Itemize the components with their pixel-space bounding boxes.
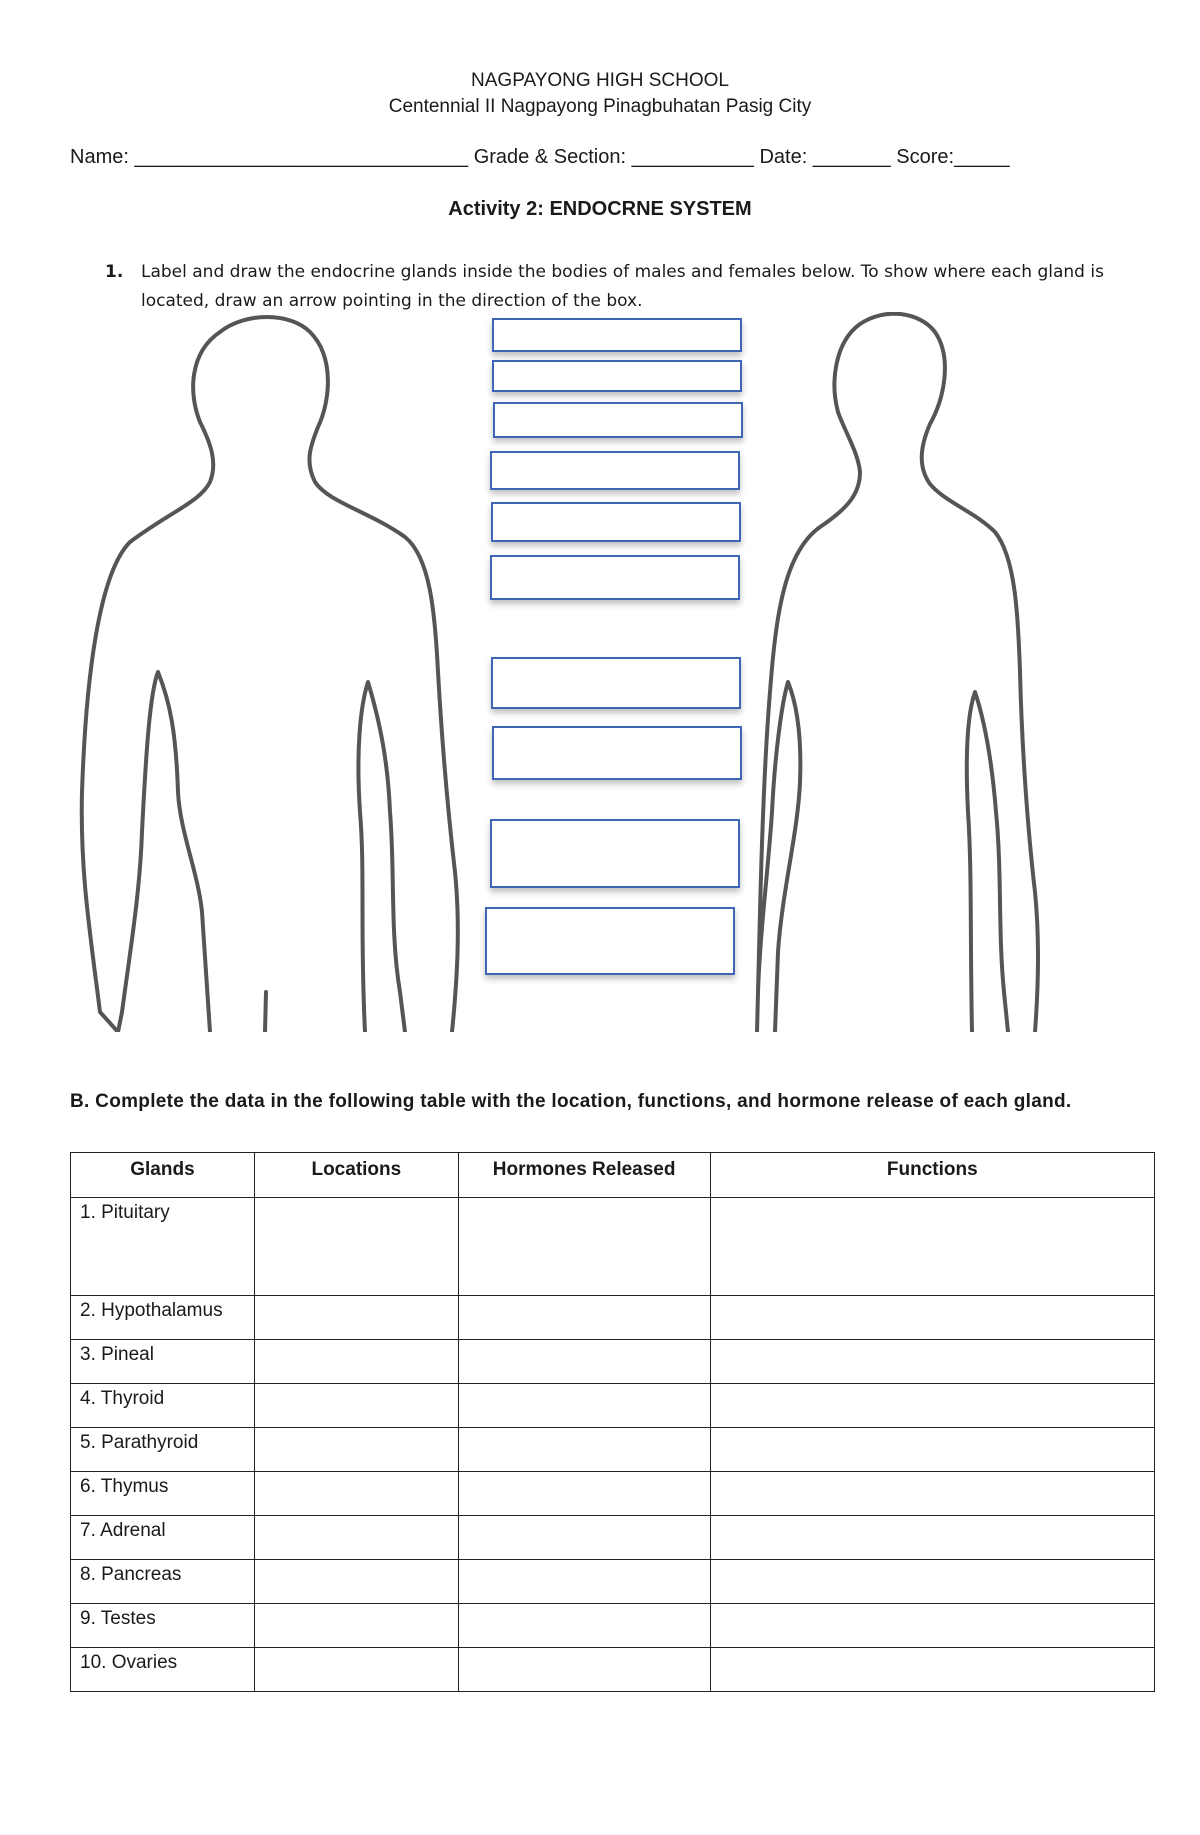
location-cell[interactable] xyxy=(254,1648,458,1692)
table-row xyxy=(71,1516,1155,1560)
table-row xyxy=(71,1560,1155,1604)
location-cell[interactable] xyxy=(254,1340,458,1384)
location-cell[interactable] xyxy=(254,1198,458,1296)
table-row xyxy=(71,1604,1155,1648)
hormones-cell[interactable] xyxy=(458,1648,710,1692)
hormones-cell[interactable] xyxy=(458,1296,710,1340)
instruction-number: 1. xyxy=(105,262,124,282)
hormones-cell[interactable] xyxy=(458,1198,710,1296)
instruction xyxy=(105,258,1135,316)
school-address: Centennial II Nagpayong Pinagbuhatan Pasig City xyxy=(388,96,812,117)
functions-cell[interactable] xyxy=(710,1560,1154,1604)
functions-cell[interactable] xyxy=(710,1384,1154,1428)
gland-name: 5. Parathyroid xyxy=(71,1428,255,1472)
functions-cell[interactable] xyxy=(710,1472,1154,1516)
label-box[interactable] xyxy=(485,907,735,975)
table-row xyxy=(71,1648,1155,1692)
female-body-outline xyxy=(757,314,1038,1032)
location-cell[interactable] xyxy=(254,1560,458,1604)
location-cell[interactable] xyxy=(254,1296,458,1340)
functions-cell[interactable] xyxy=(710,1428,1154,1472)
gland-name: 9. Testes xyxy=(71,1604,255,1648)
label-box[interactable] xyxy=(490,451,740,490)
instruction-text: Label and draw the endocrine glands inside the bodies of males and females below. To show where each gland is located, draw an arrow pointing in the direction of the box. xyxy=(141,262,1104,311)
location-cell[interactable] xyxy=(254,1384,458,1428)
hormones-cell[interactable] xyxy=(458,1516,710,1560)
gland-name: 1. Pituitary xyxy=(71,1198,255,1296)
table-row xyxy=(71,1296,1155,1340)
table-row xyxy=(71,1428,1155,1472)
gland-name: 10. Ovaries xyxy=(71,1648,255,1692)
table-header-row xyxy=(71,1153,1155,1198)
functions-cell[interactable] xyxy=(710,1604,1154,1648)
hormones-cell[interactable] xyxy=(458,1560,710,1604)
label-box[interactable] xyxy=(492,360,742,392)
table-row xyxy=(71,1472,1155,1516)
body-figures-area xyxy=(60,312,1140,1032)
table-row xyxy=(71,1198,1155,1296)
label-box[interactable] xyxy=(490,555,740,600)
label-box[interactable] xyxy=(490,819,740,888)
table-row xyxy=(71,1340,1155,1384)
male-body-outline xyxy=(82,317,458,1032)
location-cell[interactable] xyxy=(254,1472,458,1516)
functions-cell[interactable] xyxy=(710,1340,1154,1384)
column-header-hormones: Hormones Released xyxy=(458,1153,710,1198)
hormones-cell[interactable] xyxy=(458,1384,710,1428)
activity-title: Activity 2: ENDOCRNE SYSTEM xyxy=(448,198,752,220)
hormones-cell[interactable] xyxy=(458,1472,710,1516)
label-box[interactable] xyxy=(492,726,742,780)
column-header-glands: Glands xyxy=(71,1153,255,1198)
gland-name: 8. Pancreas xyxy=(71,1560,255,1604)
table-row xyxy=(71,1384,1155,1428)
school-name: NAGPAYONG HIGH SCHOOL xyxy=(471,70,729,91)
gland-name: 7. Adrenal xyxy=(71,1516,255,1560)
glands-table xyxy=(70,1152,1155,1692)
functions-cell[interactable] xyxy=(710,1198,1154,1296)
gland-name: 4. Thyroid xyxy=(71,1384,255,1428)
label-box[interactable] xyxy=(493,402,743,438)
gland-name: 6. Thymus xyxy=(71,1472,255,1516)
column-header-locations: Locations xyxy=(254,1153,458,1198)
column-header-functions: Functions xyxy=(710,1153,1154,1198)
hormones-cell[interactable] xyxy=(458,1340,710,1384)
hormones-cell[interactable] xyxy=(458,1428,710,1472)
label-box[interactable] xyxy=(491,657,741,709)
part-b-heading: B. Complete the data in the following table with the location, functions, and hormone release of each gland. xyxy=(70,1091,1072,1112)
hormones-cell[interactable] xyxy=(458,1604,710,1648)
student-info-line: Name: ______________________________ Grade & Section: ___________ Date: _______ Score:_____ xyxy=(70,146,1010,168)
label-box[interactable] xyxy=(491,502,741,542)
gland-name: 2. Hypothalamus xyxy=(71,1296,255,1340)
label-box[interactable] xyxy=(492,318,742,352)
location-cell[interactable] xyxy=(254,1516,458,1560)
location-cell[interactable] xyxy=(254,1428,458,1472)
functions-cell[interactable] xyxy=(710,1516,1154,1560)
location-cell[interactable] xyxy=(254,1604,458,1648)
functions-cell[interactable] xyxy=(710,1648,1154,1692)
functions-cell[interactable] xyxy=(710,1296,1154,1340)
gland-name: 3. Pineal xyxy=(71,1340,255,1384)
